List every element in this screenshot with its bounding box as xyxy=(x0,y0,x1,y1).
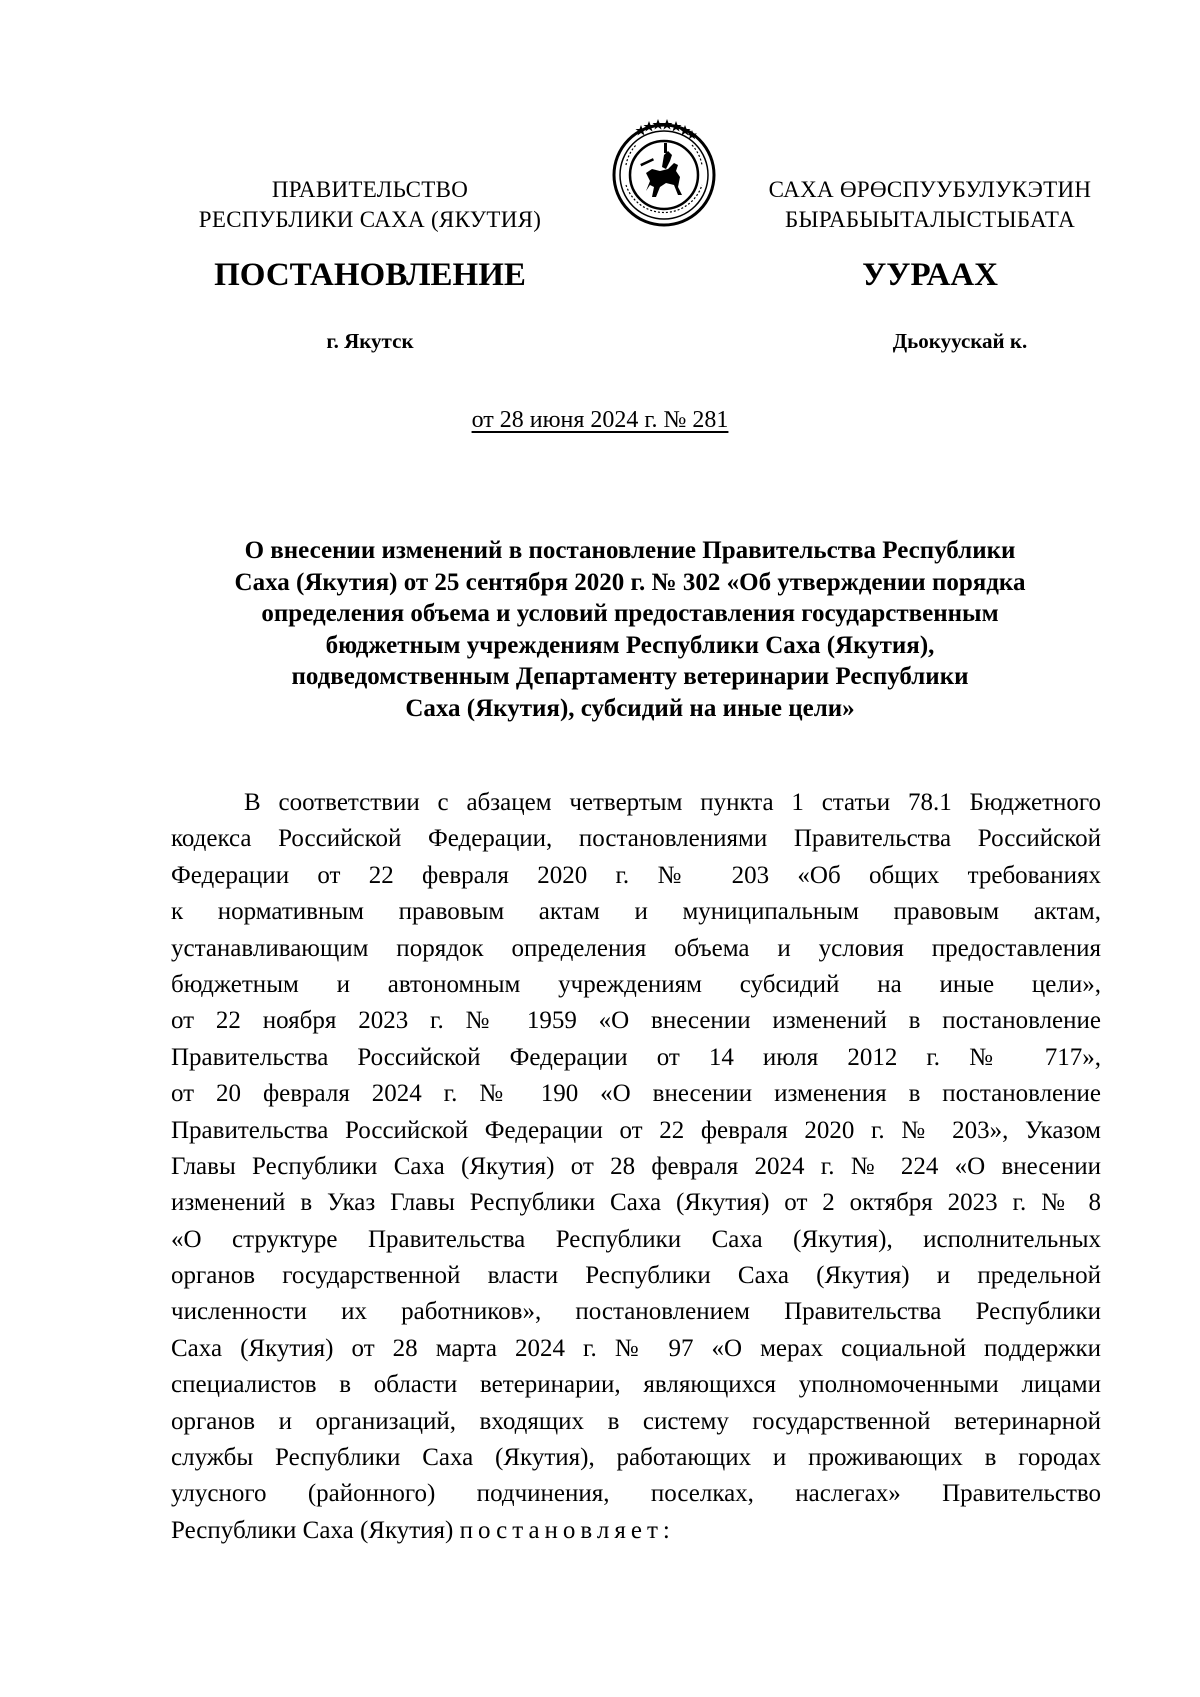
title-line: Саха (Якутия) от 25 сентября 2020 г. № 302 «Об утверждении порядка xyxy=(234,568,1026,596)
body-line: Правительства Российской Федерации от 14 июля 2012 г. № 717», xyxy=(171,1043,1101,1071)
body-line-final xyxy=(171,1513,1101,1549)
body-line: органов и организаций, входящих в систему государственной ветеринарной xyxy=(171,1407,1101,1435)
body-line: Главы Республики Саха (Якутия) от 28 февраля 2024 г. № 224 «О внесении xyxy=(171,1152,1101,1180)
org-name-line: РЕСПУБЛИКИ САХА (ЯКУТИЯ) xyxy=(198,207,542,232)
body-line: В соответствии с абзацем четвертым пункта 1 статьи 78.1 Бюджетного xyxy=(244,789,1101,816)
body-line: специалистов в области ветеринарии, являющихся уполномоченными лицами xyxy=(171,1371,1101,1399)
document-date-number xyxy=(0,405,1200,435)
org-name-line: БЫРАБЫЫТАЛЫСТЫБАТА xyxy=(784,207,1076,232)
doc-type-russian: ПОСТАНОВЛЕНИЕ xyxy=(214,257,526,293)
title-line: Саха (Якутия), субсидий на иные цели» xyxy=(405,694,855,722)
title-line: О внесении изменений в постановление Правительства Республики xyxy=(244,537,1016,564)
body-line: к нормативным правовым актам и муниципальным правовым актам, xyxy=(171,898,1101,926)
republic-sakha-coat-of-arms-icon xyxy=(606,113,722,229)
body-line: кодекса Российской Федерации, постановлениями Правительства Российской xyxy=(171,825,1101,853)
body-line: от 20 февраля 2024 г. № 190 «О внесении изменения в постановление xyxy=(171,1080,1101,1108)
document-title xyxy=(160,535,1100,724)
body-line: Правительства Российской Федерации от 22 февраля 2020 г. № 203», Указом xyxy=(171,1116,1101,1144)
title-line: подведомственным Департаменту ветеринарии Республики xyxy=(291,663,969,690)
title-line: бюджетным учреждениям Республики Саха (Якутия), xyxy=(325,631,935,659)
body-line: бюджетным и автономным учреждениям субсидий на иные цели», xyxy=(171,970,1101,998)
org-name-line: САХА ӨРӨСПУУБУЛУКЭТИН xyxy=(768,177,1092,202)
city-russian: г. Якутск xyxy=(326,329,414,353)
doc-type-sakha: УУРААХ xyxy=(862,257,998,293)
body-line: от 22 ноября 2023 г. № 1959 «О внесении изменений в постановление xyxy=(171,1007,1101,1035)
body-line: устанавливающим порядок определения объема и условия предоставления xyxy=(171,934,1101,962)
body-line: улусного (районного) подчинения, поселках, наслегах» Правительство xyxy=(171,1480,1101,1508)
resolves-word: постановляет: xyxy=(459,1516,675,1544)
city-sakha: Дьокуускай к. xyxy=(892,329,1028,353)
final-line-prefix: Республики Саха (Якутия) xyxy=(171,1516,454,1544)
org-name-line: ПРАВИТЕЛЬСТВО xyxy=(271,177,469,202)
body-line: изменений в Указ Главы Республики Саха (Якутия) от 2 октября 2023 г. № 8 xyxy=(171,1189,1101,1217)
body-paragraph xyxy=(171,785,1101,1549)
body-line: органов государственной власти Республики Саха (Якутия) и предельной xyxy=(171,1262,1101,1290)
body-line: Саха (Якутия) от 28 марта 2024 г. № 97 «О мерах социальной поддержки xyxy=(171,1334,1101,1362)
body-line: численности их работников», постановлением Правительства Республики xyxy=(171,1298,1101,1326)
body-line: службы Республики Саха (Якутия), работающих и проживающих в городах xyxy=(171,1444,1101,1472)
title-line: определения объема и условий предоставления государственным xyxy=(261,600,999,627)
horse-rider-icon xyxy=(640,143,682,197)
org-name-russian xyxy=(185,175,555,235)
body-line: Федерации от 22 февраля 2020 г. № 203 «Об общих требованиях xyxy=(171,861,1101,889)
date-number-text: от 28 июня 2024 г. № 281 xyxy=(471,407,729,433)
org-name-sakha xyxy=(745,175,1115,235)
body-line: «О структуре Правительства Республики Саха (Якутия), исполнительных xyxy=(171,1225,1101,1253)
